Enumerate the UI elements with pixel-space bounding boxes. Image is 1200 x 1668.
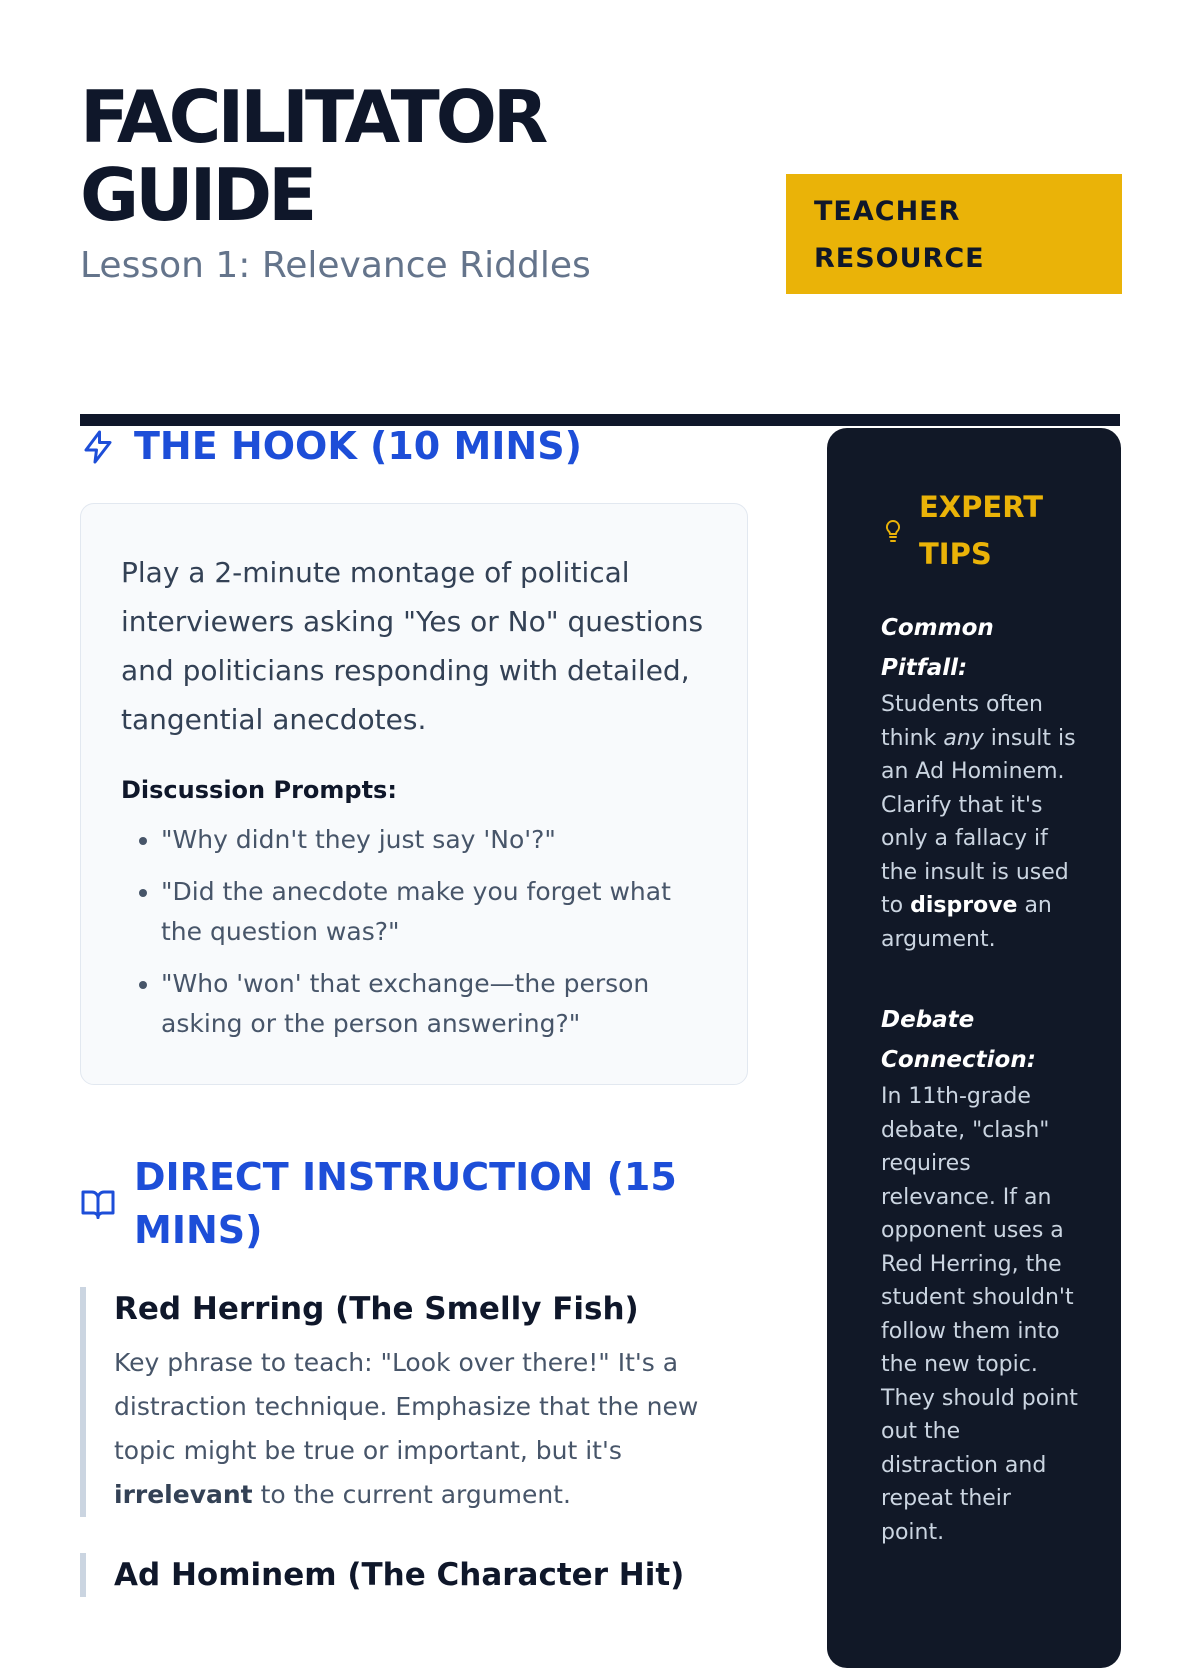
facilitator-guide-page	[80, 0, 1120, 1600]
hook-section-header	[80, 420, 748, 473]
concept-text-part: Key phrase to teach: "Look over there!" It's a distraction technique. Emphasize that the new topic might be true or important, but it's	[114, 1348, 699, 1465]
discussion-prompts-list	[121, 820, 707, 1044]
book-icon	[80, 1186, 116, 1222]
teacher-resource-badge	[786, 174, 1122, 294]
tip-text-part: an argument.	[881, 893, 1052, 952]
tips-header	[881, 484, 1081, 578]
concept-red-herring	[80, 1287, 748, 1517]
main-content	[80, 420, 748, 1597]
tip-common-pitfall	[881, 608, 1081, 956]
lightbulb-icon	[881, 519, 905, 543]
page-title	[80, 75, 680, 237]
hook-section-title: THE HOOK (10 MINS)	[134, 424, 582, 468]
hook-card	[80, 503, 748, 1085]
concept-ad-hominem	[80, 1553, 748, 1597]
tip-text-part: Students often think	[881, 692, 1043, 751]
tip-text-part: insult is an Ad Hominem. Clarify that it's only a fallacy if the insult is used to	[881, 725, 1076, 918]
title-line-1: FACILITATOR	[80, 75, 545, 159]
lightning-icon	[80, 429, 116, 465]
tip-text	[881, 688, 1081, 956]
tip-text: In 11th-grade debate, "clash" requires relevance. If an opponent uses a Red Herring, the student shouldn't follow them into the new topic. They should point out the distraction and repeat their point.	[881, 1084, 1078, 1545]
title-line-2: GUIDE	[80, 153, 314, 237]
concept-text-emphasis: irrelevant	[114, 1480, 253, 1509]
concept-title: Red Herring (The Smelly Fish)	[114, 1291, 639, 1327]
tip-label: Common Pitfall:	[881, 615, 994, 681]
discussion-prompts-label: Discussion Prompts:	[121, 776, 397, 804]
page-header	[80, 75, 1120, 348]
concept-title: Ad Hominem (The Character Hit)	[114, 1557, 685, 1593]
list-item: • "Why didn't they just say 'No'?"	[161, 820, 707, 860]
instruction-section-header	[80, 1151, 748, 1257]
expert-tips-sidebar	[827, 428, 1121, 1668]
list-item: • "Who 'won' that exchange—the person asking or the person answering?"	[161, 964, 707, 1044]
lesson-subtitle: Lesson 1: Relevance Riddles	[80, 245, 591, 286]
badge-line-2: RESOURCE	[814, 243, 985, 274]
concept-text-part: to the current argument.	[252, 1480, 571, 1509]
tip-label: Debate Connection:	[881, 1007, 1036, 1073]
tip-text-italic: any	[943, 725, 984, 751]
tips-title: EXPERT TIPS	[919, 490, 1044, 571]
list-item: • "Did the anecdote make you forget what the question was?"	[161, 872, 707, 952]
tip-text-bold: disprove	[910, 893, 1018, 918]
instruction-section-title: DIRECT INSTRUCTION (15 MINS)	[134, 1155, 677, 1252]
hook-description: Play a 2-minute montage of political interviewers asking "Yes or No" questions and politicians responding with detailed, tangential anecdotes.	[121, 556, 704, 736]
badge-line-1: TEACHER	[814, 196, 961, 227]
tip-debate-connection	[881, 1000, 1081, 1549]
concept-description	[114, 1341, 748, 1517]
